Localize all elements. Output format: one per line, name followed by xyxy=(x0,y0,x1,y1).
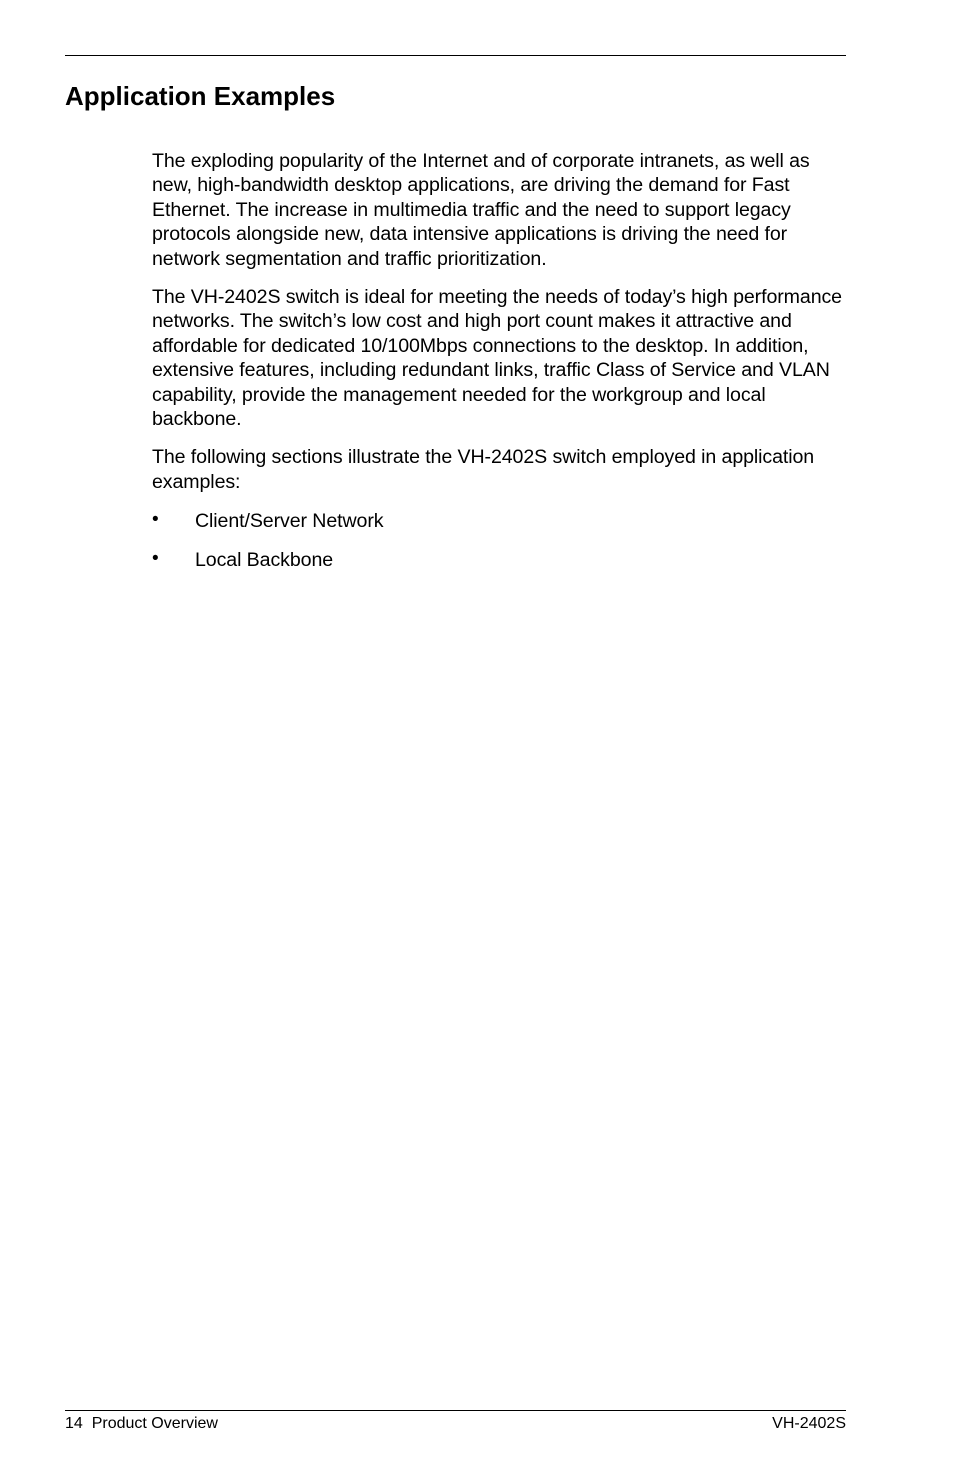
list-item-label: Client/Server Network xyxy=(195,510,384,533)
footer-section: Product Overview xyxy=(91,1415,218,1432)
body-text xyxy=(152,149,846,572)
footer-rule xyxy=(65,1410,846,1411)
footer-left xyxy=(65,1414,218,1434)
bullet-icon: • xyxy=(152,509,159,531)
page-title: Application Examples xyxy=(65,81,336,111)
header-rule xyxy=(65,55,846,56)
bullet-icon: • xyxy=(152,548,159,570)
examples-list xyxy=(152,509,846,572)
paragraph-intro: The exploding popularity of the Internet and of corporate intranets, as well as new, high-bandwidth desktop applications, are driving the demand for Fast Ethernet. The increase in multimedia traffic and the need to support legacy protocols alongside new, data intensive applications is driving the need for network segmentation and traffic prioritization. xyxy=(152,150,810,270)
list-item xyxy=(152,509,846,533)
page-number: 14 xyxy=(65,1415,83,1432)
footer-product: VH-2402S xyxy=(772,1415,846,1432)
paragraph-examples-lead: The following sections illustrate the VH-2402S switch employed in application examples: xyxy=(152,446,815,493)
list-item-label: Local Backbone xyxy=(195,549,334,572)
paragraph-switch-description: The VH-2402S switch is ideal for meeting the needs of today’s high performance networks. The switch’s low cost and high port count makes it attractive and affordable for dedicated 10/100Mbps connections to the desktop. In addition, extensive features, including redundant links, traffic Class of Service and VLAN capability, provide the management needed for the workgroup and local backbone. xyxy=(152,286,842,431)
list-item xyxy=(152,548,846,572)
